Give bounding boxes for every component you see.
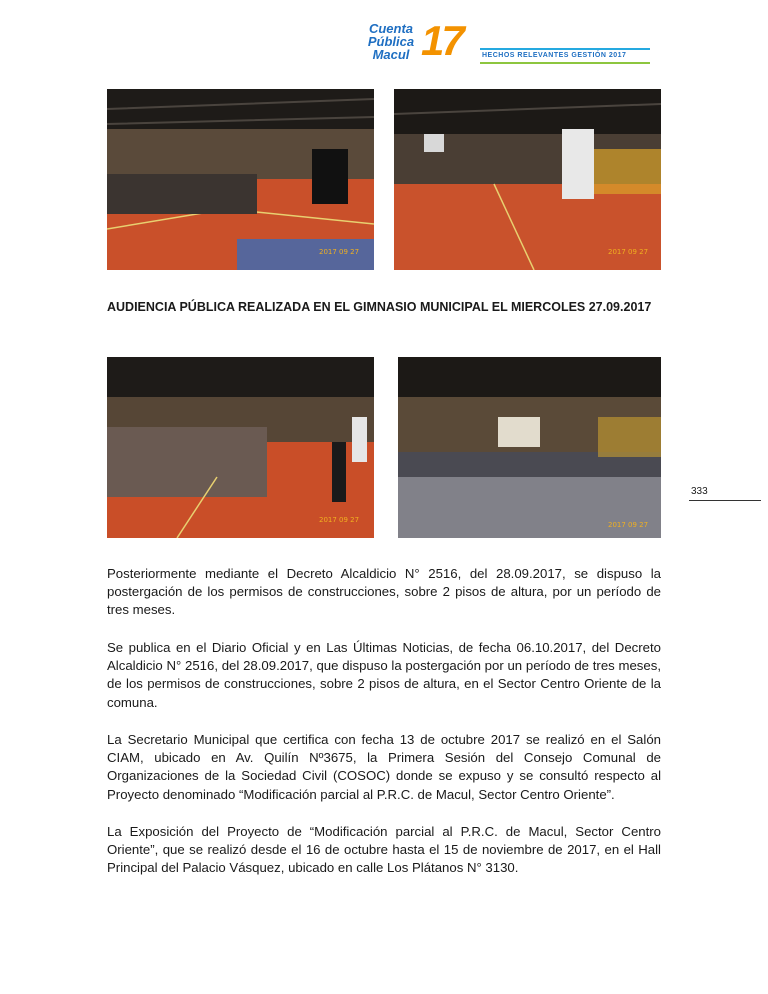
page-number: 333 bbox=[691, 486, 708, 497]
tagline-bar bbox=[480, 48, 650, 64]
photo-gym-projection bbox=[398, 357, 661, 538]
paragraph-2: Se publica en el Diario Oficial y en Las Últimas Noticias, de fecha 06.10.2017, del Decreto Alcaldicio N° 2516, del 28.09.2017, que dispuso la postergación por un período de tres meses, de los permisos de construcciones, sobre 2 pisos de altura, en el Sector Centro Oriente de la comuna. bbox=[107, 640, 661, 710]
logo-line-1: Cuenta bbox=[368, 21, 414, 36]
photo-gym-audience-1 bbox=[107, 89, 374, 270]
page-number-rule bbox=[689, 500, 761, 501]
paragraph-1: Posteriormente mediante el Decreto Alcaldicio N° 2516, del 28.09.2017, se dispuso la postergación de los permisos de construcciones, sobre 2 pisos de altura, por un período de tres meses. bbox=[107, 566, 661, 618]
logo-line-3: Macul bbox=[372, 47, 410, 62]
section-heading: AUDIENCIA PÚBLICA REALIZADA EN EL GIMNASIO MUNICIPAL EL MIERCOLES 27.09.2017 bbox=[107, 300, 652, 314]
logo-wordmark bbox=[355, 22, 427, 61]
photo-gym-audience-2-image bbox=[107, 357, 374, 538]
photo-gym-projection-image bbox=[398, 357, 661, 538]
photo-3-date-stamp: 2017 09 27 bbox=[319, 516, 360, 524]
logo-line-2: Pública bbox=[367, 34, 415, 49]
tagline: HECHOS RELEVANTES GESTIÓN 2017 bbox=[482, 52, 627, 59]
logo-year-number: 17 bbox=[421, 17, 462, 64]
paragraph-3: La Secretario Municipal que certifica con fecha 13 de octubre 2017 se realizó en el Salón CIAM, ubicado en Av. Quilín Nº3675, la Primera Sesión del Consejo Comunal de Organizaciones de la Sociedad Civil (COSOC) donde se expuso y se consultó respecto al Proyecto denominado “Modificación parcial al P.R.C. de Macul, Sector Centro Oriente”. bbox=[107, 732, 661, 802]
paragraph-4: La Exposición del Proyecto de “Modificación parcial al P.R.C. de Macul, Sector Centro Oriente”, que se realizó desde el 16 de octubre hasta el 15 de noviembre de 2017, en el Hall Principal del Palacio Vásquez, ubicado en calle Los Plátanos N° 3130. bbox=[107, 824, 661, 876]
logo-year bbox=[421, 18, 462, 64]
photo-gym-audience-1-image bbox=[107, 89, 374, 270]
photo-4-date-stamp: 2017 09 27 bbox=[608, 521, 649, 529]
photo-gym-audience-2 bbox=[107, 357, 374, 538]
photo-gym-stage-1-image bbox=[394, 89, 661, 270]
photo-gym-stage-1 bbox=[394, 89, 661, 270]
header-logo bbox=[355, 17, 655, 68]
photo-1-date-stamp: 2017 09 27 bbox=[319, 248, 360, 256]
photo-2-date-stamp: 2017 09 27 bbox=[608, 248, 649, 256]
